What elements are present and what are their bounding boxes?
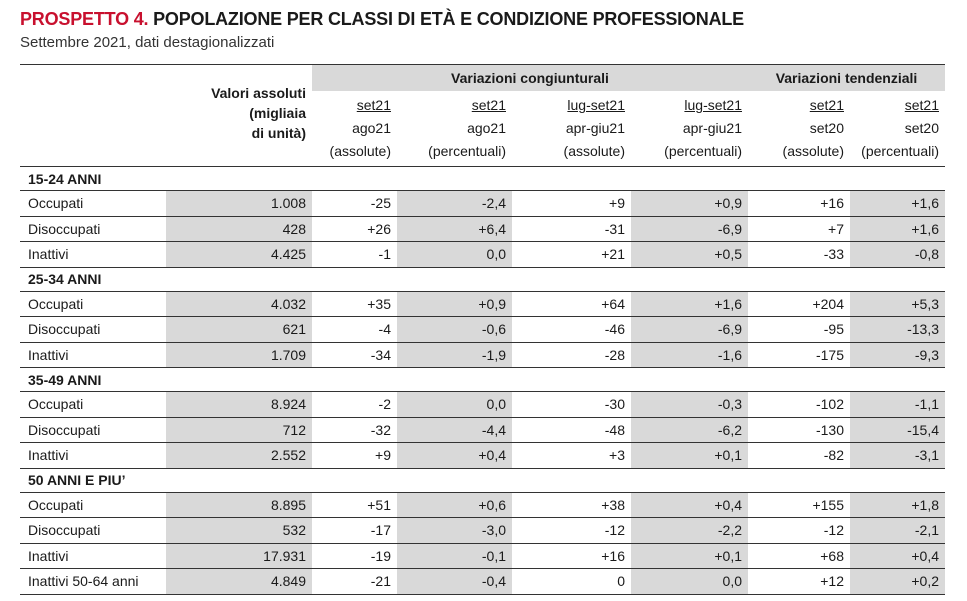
- row-label: Inattivi: [20, 342, 166, 368]
- table-row: [20, 291, 945, 317]
- column-header-4: lug-set21 apr-giu21 (percentuali): [664, 97, 742, 159]
- row-label: Inattivi 50-64 anni: [20, 569, 166, 595]
- table-cell: -19: [312, 543, 397, 569]
- section-title: 15-24 ANNI: [20, 167, 945, 191]
- table-cell: +0,9: [397, 291, 512, 317]
- table-cell: -28: [512, 342, 631, 368]
- table-row: [20, 317, 945, 343]
- row-label: Inattivi: [20, 443, 166, 469]
- table-row: [20, 417, 945, 443]
- table-cell: +16: [748, 191, 850, 217]
- table-cell: -82: [748, 443, 850, 469]
- table-cell: 0,0: [397, 392, 512, 418]
- table-cell: +1,8: [850, 492, 945, 518]
- table-cell: -2,1: [850, 518, 945, 544]
- table-cell: -3,1: [850, 443, 945, 469]
- table-cell: 0,0: [397, 242, 512, 268]
- section-title: 25-34 ANNI: [20, 267, 945, 291]
- table-cell: -15,4: [850, 417, 945, 443]
- row-label: Occupati: [20, 191, 166, 217]
- population-table: [20, 64, 945, 595]
- table-cell: +155: [748, 492, 850, 518]
- table-cell: -95: [748, 317, 850, 343]
- table-cell: +5,3: [850, 291, 945, 317]
- column-header-1: set21 ago21 (assolute): [329, 97, 391, 159]
- valori-assoluti-header: Valori assoluti (migliaia di unità): [211, 85, 306, 141]
- table-cell: -6,9: [631, 317, 748, 343]
- table-cell: -9,3: [850, 342, 945, 368]
- table-cell: 712: [166, 417, 312, 443]
- section-row: [20, 267, 945, 291]
- table-cell: -2,2: [631, 518, 748, 544]
- table-cell: -1,6: [631, 342, 748, 368]
- table-cell: -0,4: [397, 569, 512, 595]
- table-cell: -1,9: [397, 342, 512, 368]
- table-cell: 4.849: [166, 569, 312, 595]
- table-cell: +9: [312, 443, 397, 469]
- table-cell: -32: [312, 417, 397, 443]
- table-cell: +6,4: [397, 216, 512, 242]
- table-row: [20, 342, 945, 368]
- table-cell: -34: [312, 342, 397, 368]
- table-cell: -4: [312, 317, 397, 343]
- column-header-2: set21 ago21 (percentuali): [428, 97, 506, 159]
- column-group-header: [20, 65, 945, 91]
- section-title: 50 ANNI E PIU’: [20, 468, 945, 492]
- table-cell: +0,4: [397, 443, 512, 469]
- table-cell: +0,4: [850, 543, 945, 569]
- table-cell: +0,1: [631, 543, 748, 569]
- table-row: [20, 242, 945, 268]
- page-subtitle: Settembre 2021, dati destagionalizzati: [20, 34, 275, 51]
- page-title: [20, 9, 744, 30]
- table-cell: +0,5: [631, 242, 748, 268]
- table-cell: +0,6: [397, 492, 512, 518]
- table-cell: +51: [312, 492, 397, 518]
- table-cell: +68: [748, 543, 850, 569]
- table-cell: 532: [166, 518, 312, 544]
- table-cell: -17: [312, 518, 397, 544]
- table-cell: -12: [748, 518, 850, 544]
- table-cell: -0,8: [850, 242, 945, 268]
- column-header-5: set21 set20 (assolute): [782, 97, 844, 159]
- section-row: [20, 167, 945, 191]
- row-label: Disoccupati: [20, 417, 166, 443]
- table-cell: -21: [312, 569, 397, 595]
- table-row: [20, 443, 945, 469]
- table-cell: -175: [748, 342, 850, 368]
- table-cell: 428: [166, 216, 312, 242]
- row-label: Occupati: [20, 291, 166, 317]
- table-cell: +1,6: [850, 216, 945, 242]
- table-row: [20, 569, 945, 595]
- table-cell: +0,1: [631, 443, 748, 469]
- group-tendenziali: Variazioni tendenziali: [748, 65, 945, 91]
- table-cell: -0,1: [397, 543, 512, 569]
- table-cell: +204: [748, 291, 850, 317]
- table-cell: -102: [748, 392, 850, 418]
- table-cell: -12: [512, 518, 631, 544]
- table-cell: +26: [312, 216, 397, 242]
- table-cell: -4,4: [397, 417, 512, 443]
- row-label: Occupati: [20, 492, 166, 518]
- table-cell: -46: [512, 317, 631, 343]
- row-label: Disoccupati: [20, 216, 166, 242]
- table-cell: 17.931: [166, 543, 312, 569]
- table-cell: 4.032: [166, 291, 312, 317]
- table-cell: -2,4: [397, 191, 512, 217]
- table-cell: 0,0: [631, 569, 748, 595]
- table-cell: 2.552: [166, 443, 312, 469]
- table-cell: 1.709: [166, 342, 312, 368]
- table-cell: +3: [512, 443, 631, 469]
- table-cell: +7: [748, 216, 850, 242]
- section-row: [20, 368, 945, 392]
- table-cell: -1: [312, 242, 397, 268]
- table-cell: +0,2: [850, 569, 945, 595]
- column-subheader: [20, 91, 945, 166]
- table-cell: -0,3: [631, 392, 748, 418]
- table-cell: +64: [512, 291, 631, 317]
- table-cell: 4.425: [166, 242, 312, 268]
- row-label: Disoccupati: [20, 317, 166, 343]
- table-cell: 0: [512, 569, 631, 595]
- table-row: [20, 543, 945, 569]
- table-cell: -0,6: [397, 317, 512, 343]
- table-cell: +12: [748, 569, 850, 595]
- table-cell: 1.008: [166, 191, 312, 217]
- section-title: 35-49 ANNI: [20, 368, 945, 392]
- table-row: [20, 518, 945, 544]
- table-cell: 8.895: [166, 492, 312, 518]
- table-cell: -13,3: [850, 317, 945, 343]
- column-header-6: set21 set20 (percentuali): [861, 97, 939, 159]
- table-cell: -1,1: [850, 392, 945, 418]
- table-cell: -48: [512, 417, 631, 443]
- table-cell: -6,2: [631, 417, 748, 443]
- section-row: [20, 468, 945, 492]
- table-cell: +16: [512, 543, 631, 569]
- title-text: POPOLAZIONE PER CLASSI DI ETÀ E CONDIZIONE PROFESSIONALE: [153, 9, 744, 29]
- group-congiunturali: Variazioni congiunturali: [312, 65, 748, 91]
- table-cell: 8.924: [166, 392, 312, 418]
- table-cell: +1,6: [850, 191, 945, 217]
- table-cell: -30: [512, 392, 631, 418]
- row-label: Disoccupati: [20, 518, 166, 544]
- table-cell: +0,9: [631, 191, 748, 217]
- table-cell: -25: [312, 191, 397, 217]
- table-cell: -33: [748, 242, 850, 268]
- row-label: Occupati: [20, 392, 166, 418]
- table-row: [20, 492, 945, 518]
- table-cell: -2: [312, 392, 397, 418]
- table-row: [20, 191, 945, 217]
- table-cell: -31: [512, 216, 631, 242]
- column-header-3: lug-set21 apr-giu21 (assolute): [563, 97, 625, 159]
- table-cell: -6,9: [631, 216, 748, 242]
- table-cell: +1,6: [631, 291, 748, 317]
- row-label: Inattivi: [20, 543, 166, 569]
- table-cell: +21: [512, 242, 631, 268]
- table-cell: -3,0: [397, 518, 512, 544]
- table-cell: +9: [512, 191, 631, 217]
- title-prefix: PROSPETTO 4.: [20, 9, 149, 29]
- table-cell: +35: [312, 291, 397, 317]
- table-row: [20, 392, 945, 418]
- table-cell: +38: [512, 492, 631, 518]
- table-cell: +0,4: [631, 492, 748, 518]
- table-cell: 621: [166, 317, 312, 343]
- table-cell: -130: [748, 417, 850, 443]
- table-row: [20, 216, 945, 242]
- row-label: Inattivi: [20, 242, 166, 268]
